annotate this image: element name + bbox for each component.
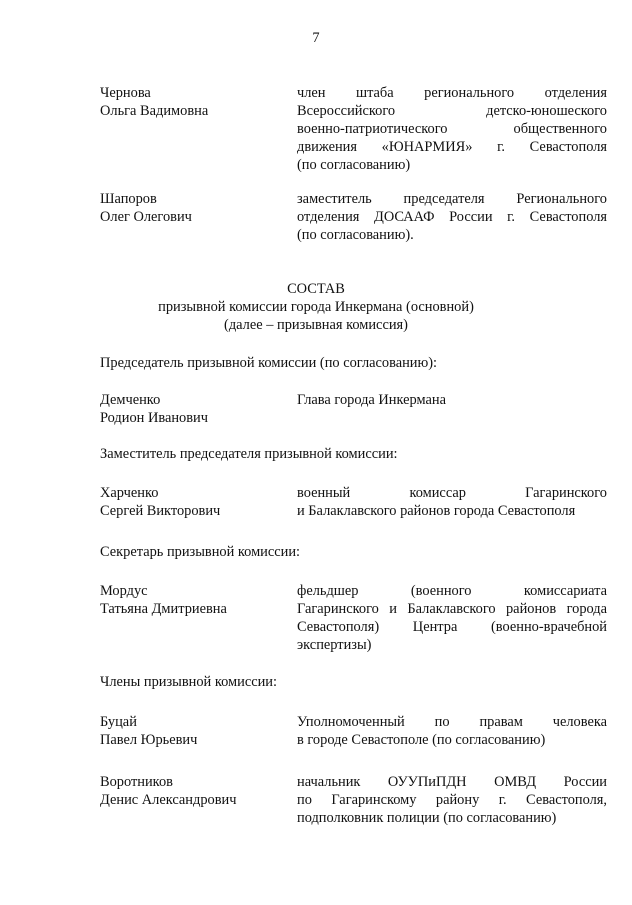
surname: Харченко bbox=[100, 485, 159, 501]
position-line: Всероссийского детско-юношеского bbox=[297, 103, 607, 119]
position-line: (по согласованию) bbox=[297, 157, 411, 173]
given-names: Ольга Вадимовна bbox=[100, 103, 209, 119]
person-position bbox=[297, 84, 607, 174]
group-label-deputy: Заместитель председателя призывной комиссии: bbox=[100, 446, 398, 462]
given-names: Олег Олегович bbox=[100, 209, 192, 225]
position-line: экспертизы) bbox=[297, 637, 372, 653]
given-names: Родион Иванович bbox=[100, 410, 208, 426]
position-line: отделения ДОСААФ России г. Севастополя bbox=[297, 209, 607, 225]
given-names: Сергей Викторович bbox=[100, 503, 221, 519]
position-line: подполковник полиции (по согласованию) bbox=[297, 810, 557, 826]
given-names: Татьяна Дмитриевна bbox=[100, 601, 227, 617]
position-line: Уполномоченный по правам человека bbox=[297, 714, 607, 730]
given-names: Денис Александрович bbox=[100, 792, 237, 808]
surname: Демченко bbox=[100, 392, 161, 408]
position-line: в городе Севастополе (по согласованию) bbox=[297, 732, 546, 748]
position-line: Севастополя) Центра (военно-врачебной bbox=[297, 619, 607, 635]
section-note: (далее – призывная комиссия) bbox=[224, 317, 408, 333]
section-title: СОСТАВ bbox=[287, 281, 345, 297]
position-line: фельдшер (военного комиссариата bbox=[297, 583, 607, 599]
surname: Чернова bbox=[100, 85, 151, 101]
position-line: начальник ОУУПиПДН ОМВД России bbox=[297, 774, 607, 790]
person-position bbox=[297, 713, 607, 749]
surname: Буцай bbox=[100, 714, 137, 730]
position-line: военно-патриотического общественного bbox=[297, 121, 607, 137]
surname: Шапоров bbox=[100, 191, 157, 207]
position-line: движения «ЮНАРМИЯ» г. Севастополя bbox=[297, 139, 607, 155]
position-line: Гагаринского и Балаклавского районов города bbox=[297, 601, 607, 617]
position-line: заместитель председателя Регионального bbox=[297, 191, 607, 207]
position-line: член штаба регионального отделения bbox=[297, 85, 607, 101]
person-name bbox=[100, 391, 280, 427]
group-label-members: Члены призывной комиссии: bbox=[100, 674, 277, 690]
group-label-secretary: Секретарь призывной комиссии: bbox=[100, 544, 301, 560]
position-line: Глава города Инкермана bbox=[297, 392, 446, 408]
person-position bbox=[297, 190, 607, 244]
position-line: (по согласованию). bbox=[297, 227, 414, 243]
person-name bbox=[100, 582, 280, 618]
person-name bbox=[100, 484, 280, 520]
page-number: 7 bbox=[312, 30, 320, 46]
person-position bbox=[297, 582, 607, 654]
section-heading bbox=[0, 280, 632, 334]
position-line: по Гагаринскому району г. Севастополя, bbox=[297, 792, 607, 808]
position-line: военный комиссар Гагаринского bbox=[297, 485, 607, 501]
person-position bbox=[297, 391, 607, 409]
position-line: и Балаклавского районов города Севастополя bbox=[297, 503, 576, 519]
person-position bbox=[297, 484, 607, 520]
person-name bbox=[100, 713, 280, 749]
person-name bbox=[100, 190, 280, 226]
person-name bbox=[100, 773, 280, 809]
section-subtitle: призывной комиссии города Инкермана (основной) bbox=[158, 299, 474, 315]
surname: Мордус bbox=[100, 583, 148, 599]
group-label-chairman: Председатель призывной комиссии (по согласованию): bbox=[100, 355, 438, 371]
person-name bbox=[100, 84, 280, 120]
given-names: Павел Юрьевич bbox=[100, 732, 198, 748]
surname: Воротников bbox=[100, 774, 173, 790]
person-position bbox=[297, 773, 607, 827]
